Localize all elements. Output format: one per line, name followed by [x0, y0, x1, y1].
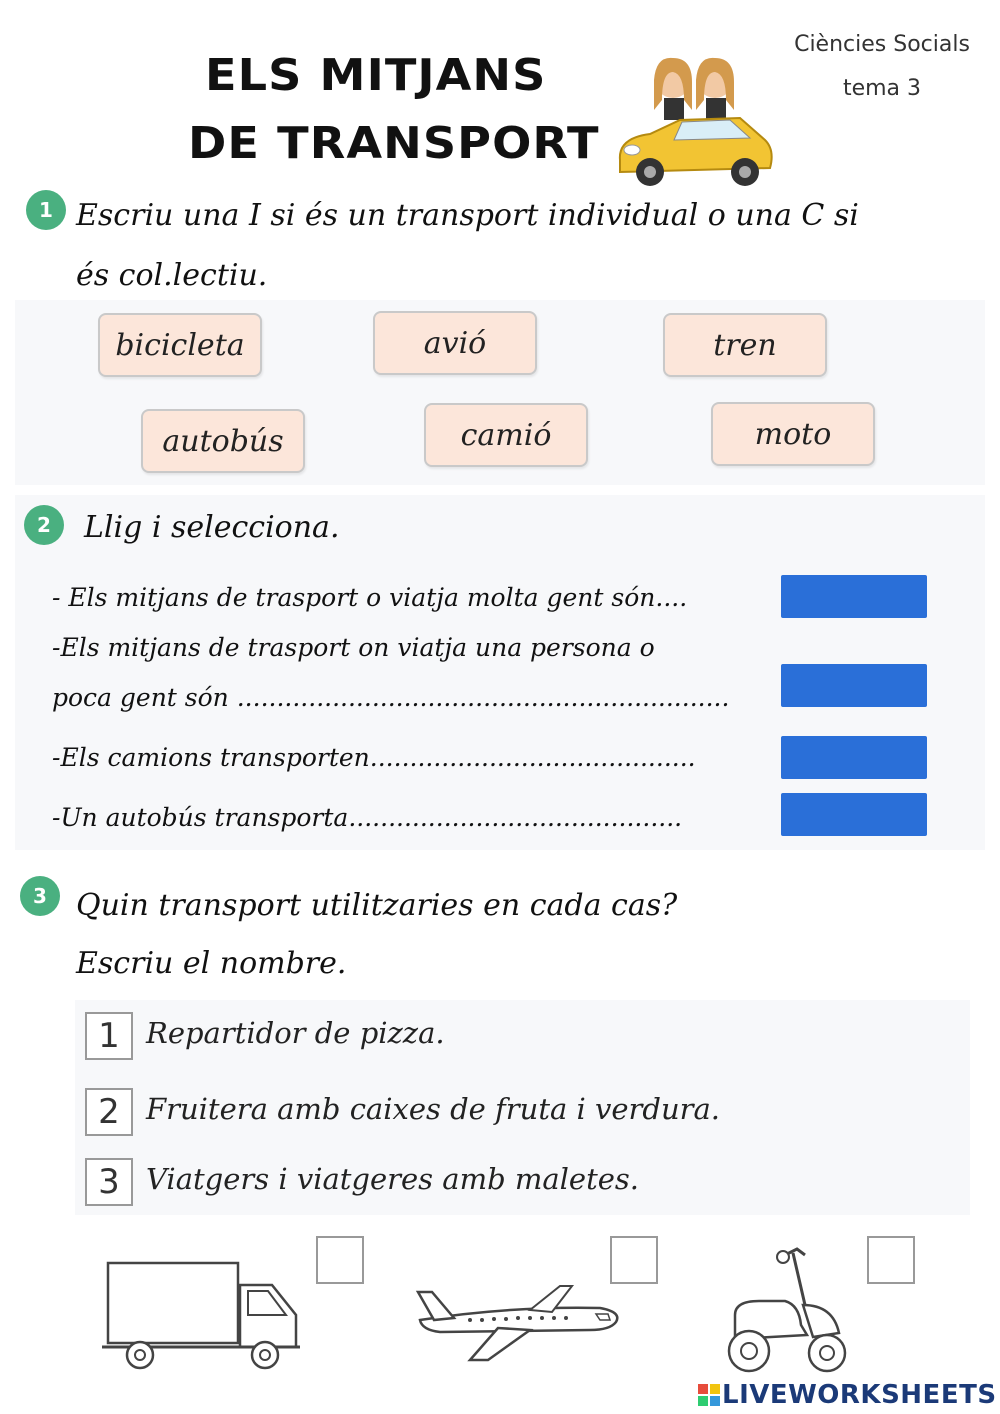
- answer-select-4[interactable]: [781, 793, 927, 836]
- answer-select-1[interactable]: [781, 575, 927, 618]
- exercise-2-number: 2: [24, 505, 64, 545]
- title-line-1: ELS MITJANS: [205, 50, 547, 101]
- case-3-text: Viatgers i viatgeres amb maletes.: [146, 1162, 639, 1196]
- word-box-avio[interactable]: avió: [373, 311, 537, 375]
- word-box-tren[interactable]: tren: [663, 313, 827, 377]
- truck-icon: [100, 1255, 305, 1373]
- word-box-moto[interactable]: moto: [711, 402, 875, 466]
- select-line-2b: poca gent són ..............................................................: [52, 683, 730, 712]
- case-2-text: Fruitera amb caixes de fruta i verdura.: [146, 1092, 721, 1126]
- exercise-3-instruction-1: Quin transport utilitzaries en cada cas?: [76, 888, 678, 923]
- exercise-3-number: 3: [20, 876, 60, 916]
- case-3-number: 3: [85, 1158, 133, 1206]
- answer-select-2[interactable]: [781, 664, 927, 707]
- case-2-number: 2: [85, 1088, 133, 1136]
- exercise-1-instruction-2: és col.lectiu.: [76, 258, 268, 293]
- scooter-icon: [715, 1245, 860, 1380]
- word-box-autobus[interactable]: autobús: [141, 409, 305, 473]
- airplane-icon: [410, 1280, 625, 1365]
- word-box-camio[interactable]: camió: [424, 403, 588, 467]
- case-1-text: Repartidor de pizza.: [146, 1016, 445, 1050]
- answer-select-3[interactable]: [781, 736, 927, 779]
- exercise-1-number: 1: [26, 190, 66, 230]
- case-1-number: 1: [85, 1012, 133, 1060]
- title-line-2: DE TRANSPORT: [188, 118, 600, 169]
- liveworksheets-logo-icon: [698, 1384, 720, 1406]
- topic-label: tema 3: [842, 76, 922, 101]
- select-line-4: -Un autobús transporta..........................................: [52, 803, 683, 832]
- select-line-3: -Els camions transporten.........................................: [52, 743, 696, 772]
- truck-answer-box[interactable]: [316, 1236, 364, 1284]
- car-illustration: [610, 50, 780, 190]
- exercise-1-instruction-1: Escriu una I si és un transport individual o una C si: [76, 198, 859, 233]
- word-box-bicicleta[interactable]: bicicleta: [98, 313, 262, 377]
- exercise-2-instruction: Llig i selecciona.: [84, 510, 340, 545]
- airplane-answer-box[interactable]: [610, 1236, 658, 1284]
- scooter-answer-box[interactable]: [867, 1236, 915, 1284]
- subject-label: Ciències Socials: [794, 32, 970, 57]
- liveworksheets-brand[interactable]: LIVEWORKSHEETS: [722, 1380, 997, 1410]
- select-line-1: - Els mitjans de trasport o viatja molta gent són....: [52, 583, 688, 612]
- select-line-2a: -Els mitjans de trasport on viatja una persona o: [52, 633, 655, 662]
- exercise-3-instruction-2: Escriu el nombre.: [76, 946, 347, 981]
